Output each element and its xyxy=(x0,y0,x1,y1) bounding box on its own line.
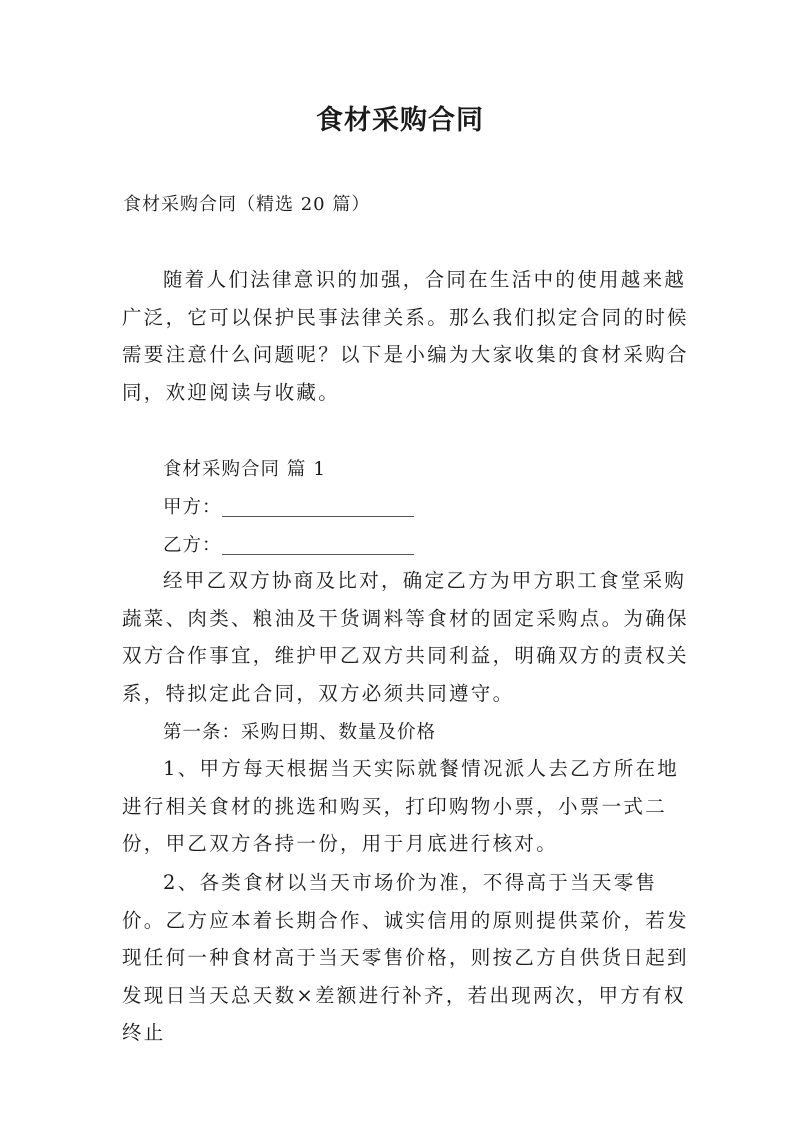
document-subtitle: 食材采购合同（精选 20 篇） xyxy=(123,194,371,215)
party-a-label: 甲方： xyxy=(163,497,222,518)
party-a-blank xyxy=(222,498,414,517)
party-b-blank xyxy=(222,536,414,555)
clause-1-paragraph: 1、甲方每天根据当天实际就餐情况派人去乙方所在地进行相关食材的挑选和购买，打印购物小票，小票一式二份，甲乙双方各持一份，用于月底进行核对。 xyxy=(122,757,680,855)
party-b-label: 乙方： xyxy=(163,535,222,556)
section-heading: 食材采购合同 篇 1 xyxy=(163,459,327,480)
document-title: 食材采购合同 xyxy=(316,105,484,136)
party-a-line xyxy=(163,493,414,519)
preamble-paragraph: 经甲乙双方协商及比对，确定乙方为甲方职工食堂采购蔬菜、肉类、粮油及干货调料等食材的固定采购点。为确保双方合作事宜，维护甲乙双方共同利益，明确双方的责权关系，特拟定此合同，双方必须共同遵守。 xyxy=(122,569,689,705)
party-b-line xyxy=(163,531,414,557)
intro-paragraph: 随着人们法律意识的加强，合同在生活中的使用越来越广泛，它可以保护民事法律关系。那么我们拟定合同的时候需要注意什么问题呢？以下是小编为大家收集的食材采购合同，欢迎阅读与收藏。 xyxy=(122,268,689,404)
article1-heading: 第一条：采购日期、数量及价格 xyxy=(163,722,437,743)
clause-2-paragraph: 2、各类食材以当天市场价为准，不得高于当天零售价。乙方应本着长期合作、诚实信用的原则提供菜价，若发现任何一种食材高于当天零售价格，则按乙方自供货日起到发现日当天总天数×差额进行补齐，若出现两次，甲方有权终止 xyxy=(122,871,689,1044)
